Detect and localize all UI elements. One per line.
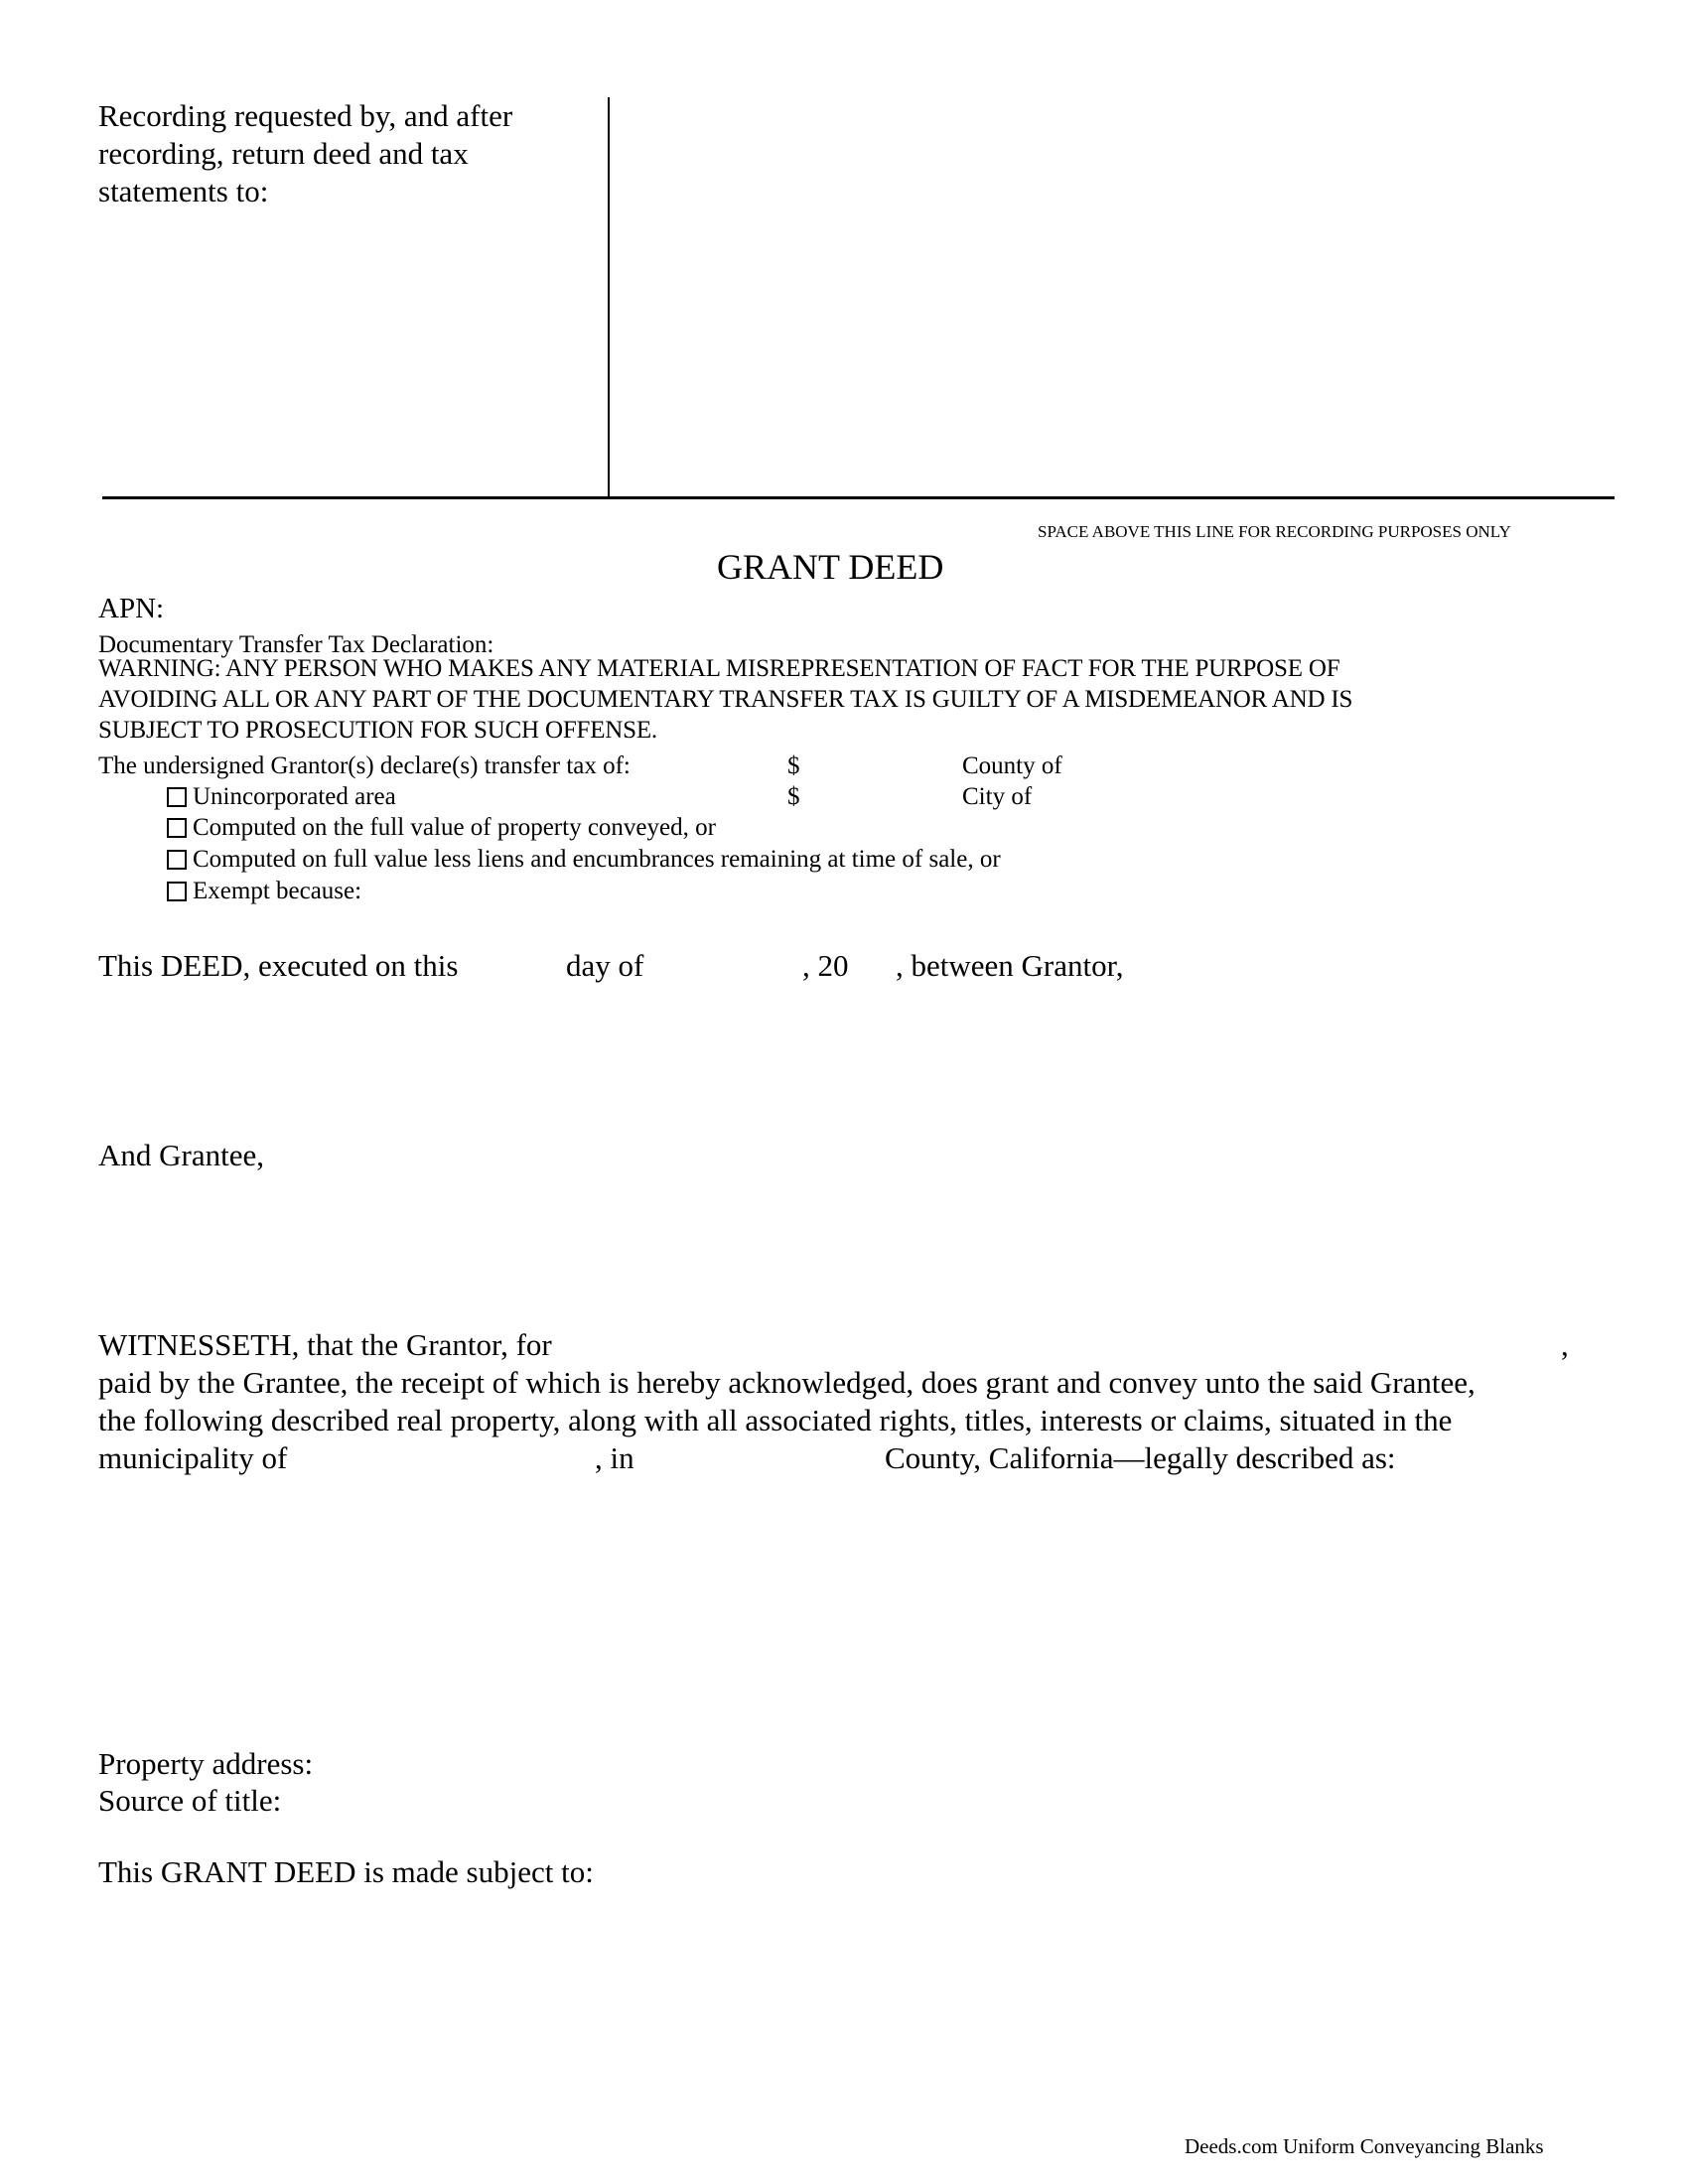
- witnesseth-comma: ,: [1561, 1327, 1569, 1362]
- tax-dollar-sign: $: [787, 752, 800, 779]
- tax-declaration-heading: Documentary Transfer Tax Declaration:: [98, 631, 494, 658]
- option-unincorporated-label: Unincorporated area: [193, 783, 396, 810]
- document-title: GRANT DEED: [717, 547, 944, 587]
- recording-vertical-divider: [608, 97, 610, 498]
- source-of-title-label: Source of title:: [98, 1783, 282, 1818]
- subject-to-text: This GRANT DEED is made subject to:: [98, 1854, 594, 1889]
- warning-line-3: SUBJECT TO PROSECUTION FOR SUCH OFFENSE.: [98, 717, 657, 744]
- paid-by-grantee-text: paid by the Grantee, the receipt of which is hereby acknowledged, does grant and convey unto the said Grantee,: [98, 1365, 1476, 1400]
- year-prefix-text: , 20: [802, 948, 849, 983]
- checkbox-full-value[interactable]: [167, 818, 187, 838]
- recording-line-3: statements to:: [98, 174, 269, 208]
- witnesseth-text: WITNESSETH, that the Grantor, for: [98, 1327, 552, 1362]
- comma-in-text: , in: [595, 1440, 634, 1475]
- option-less-liens-label: Computed on full value less liens and encumbrances remaining at time of sale, or: [193, 846, 1001, 873]
- footer-credit: Deeds.com Uniform Conveyancing Blanks: [1185, 2134, 1544, 2158]
- following-described-text: the following described real property, along with all associated rights, titles, interests or claims, situated in the: [98, 1403, 1453, 1437]
- checkbox-less-liens[interactable]: [167, 850, 187, 870]
- checkbox-exempt[interactable]: [167, 882, 187, 901]
- apn-label: APN:: [98, 593, 165, 624]
- recording-line-2: recording, return deed and tax: [98, 136, 469, 171]
- day-of-text: day of: [566, 948, 644, 983]
- option-exempt-label: Exempt because:: [193, 878, 362, 904]
- option-less-liens[interactable]: [167, 844, 1001, 875]
- checkbox-unincorporated[interactable]: [167, 787, 187, 807]
- warning-line-2: AVOIDING ALL OR ANY PART OF THE DOCUMENTARY TRANSFER TAX IS GUILTY OF A MISDEMEANOR AND IS: [98, 686, 1353, 713]
- county-of-label: County of: [962, 752, 1062, 779]
- option-full-value-label: Computed on the full value of property conveyed, or: [193, 814, 716, 841]
- property-address-label: Property address:: [98, 1746, 314, 1781]
- and-grantee-text: And Grantee,: [98, 1138, 264, 1172]
- recording-requested-block: [98, 97, 595, 210]
- deed-executed-text: This DEED, executed on this: [98, 948, 459, 983]
- city-of-label: City of: [962, 783, 1033, 810]
- between-grantor-text: , between Grantor,: [896, 948, 1124, 983]
- transfer-tax-declare: The undersigned Grantor(s) declare(s) transfer tax of:: [98, 752, 631, 779]
- recording-horizontal-divider: [102, 496, 1615, 499]
- warning-line-1: WARNING: ANY PERSON WHO MAKES ANY MATERIAL MISREPRESENTATION OF FACT FOR THE PURPOSE OF: [98, 655, 1340, 682]
- option-full-value[interactable]: [167, 812, 716, 843]
- municipality-of-text: municipality of: [98, 1440, 288, 1475]
- space-above-note: SPACE ABOVE THIS LINE FOR RECORDING PURPOSES ONLY: [1038, 522, 1511, 541]
- tax-dollar-sign-2: $: [787, 783, 800, 810]
- recording-line-1: Recording requested by, and after: [98, 98, 513, 133]
- option-exempt[interactable]: [167, 876, 361, 906]
- tax-warning: [98, 653, 1608, 746]
- option-unincorporated[interactable]: [167, 781, 396, 812]
- county-california-text: County, California—legally described as:: [885, 1440, 1396, 1475]
